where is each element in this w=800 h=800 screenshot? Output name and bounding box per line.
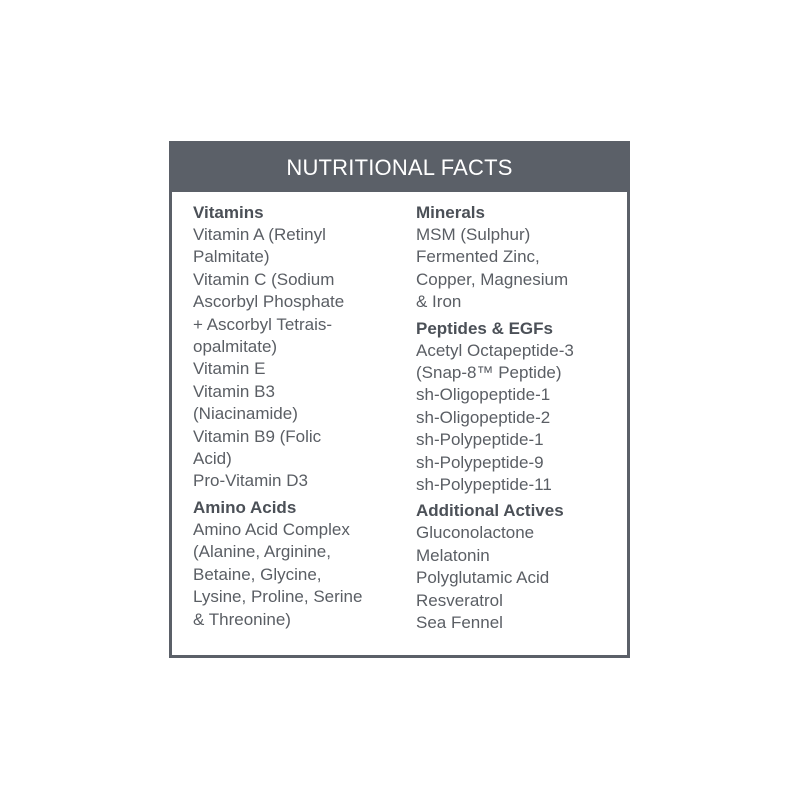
- list-item: Lysine, Proline, Serine: [193, 587, 363, 607]
- list-item: sh-Oligopeptide-2: [416, 407, 551, 427]
- section-peptides-egfs: [416, 318, 626, 497]
- list-item: Vitamin B3: [193, 381, 275, 401]
- list-item: Palmitate): [193, 247, 270, 267]
- section-additional-actives: [416, 500, 626, 634]
- section-title: Peptides & EGFs: [416, 318, 553, 338]
- list-item: sh-Oligopeptide-1: [416, 385, 551, 405]
- list-item: (Niacinamide): [193, 404, 298, 424]
- list-item: sh-Polypeptide-1: [416, 430, 544, 450]
- list-item: Melatonin: [416, 545, 490, 565]
- panel-title: NUTRITIONAL FACTS: [172, 144, 627, 192]
- list-item: Sea Fennel: [416, 613, 503, 633]
- list-item: Polyglutamic Acid: [416, 568, 550, 588]
- list-item: Vitamin E: [193, 359, 266, 379]
- right-column: [416, 202, 626, 639]
- list-item: Amino Acid Complex: [193, 519, 350, 539]
- section-title: Additional Actives: [416, 501, 564, 521]
- list-item: MSM (Sulphur): [416, 225, 531, 244]
- section-amino-acids: [193, 497, 403, 631]
- section-title: Vitamins: [193, 203, 264, 222]
- list-item: sh-Polypeptide-11: [416, 475, 552, 495]
- list-item: Vitamin C (Sodium: [193, 269, 335, 289]
- list-item: Resveratrol: [416, 590, 503, 610]
- list-item: sh-Polypeptide-9: [416, 452, 544, 472]
- list-item: Pro-Vitamin D3: [193, 471, 308, 491]
- section-title: Amino Acids: [193, 497, 297, 517]
- list-item: & Iron: [416, 292, 462, 312]
- left-column: [193, 202, 403, 635]
- list-item: (Snap-8™ Peptide): [416, 363, 562, 383]
- list-item: Gluconolactone: [416, 523, 535, 543]
- list-item: Copper, Magnesium: [416, 269, 569, 289]
- list-item: Acid): [193, 449, 232, 469]
- list-item: Vitamin B9 (Folic: [193, 426, 322, 446]
- list-item: Vitamin A (Retinyl: [193, 225, 326, 244]
- list-item: Acetyl Octapeptide-3: [416, 340, 574, 360]
- list-item: Fermented Zinc,: [416, 247, 540, 267]
- section-title: Minerals: [416, 203, 485, 222]
- section-minerals: [416, 202, 626, 314]
- list-item: Betaine, Glycine,: [193, 564, 322, 584]
- list-item: opalmitate): [193, 337, 278, 357]
- list-item: + Ascorbyl Tetrais-: [193, 314, 333, 334]
- list-item: Ascorbyl Phosphate: [193, 292, 345, 312]
- list-item: (Alanine, Arginine,: [193, 542, 331, 562]
- section-vitamins: [193, 202, 403, 493]
- list-item: & Threonine): [193, 609, 291, 629]
- nutritional-facts-panel: [169, 141, 630, 658]
